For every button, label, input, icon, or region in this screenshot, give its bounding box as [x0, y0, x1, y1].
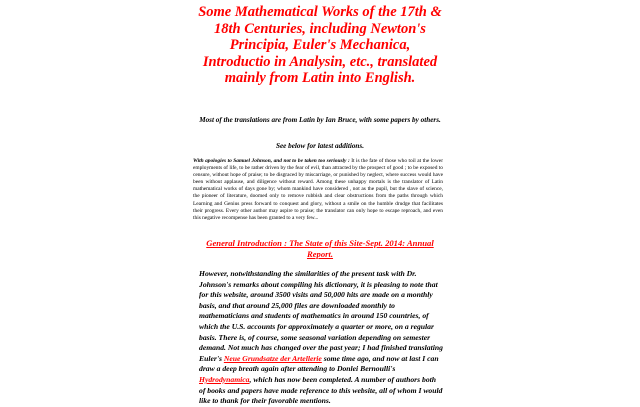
intro-text: Most of the translations are from Latin by Ian Bruce, with some papers by others. [199, 116, 441, 124]
general-introduction-link[interactable]: General Introduction : The State of this Site-Sept. 2014: Annual Report. [206, 238, 434, 259]
hydrodynamica-link[interactable]: Hydrodynamica [199, 374, 250, 384]
annual-report-paragraph [199, 269, 443, 407]
paragraph-text-part-1: However, notwithstanding the similarities of the present task with Dr. Johnson's remarks about compiling his dictionary, it is pleasing to note that for this website, around 3500 visits and 50,000 hits are made on a monthly basis, and that around 25,000 files are downloaded monthly to mathematicians and students of mathematics in around 150 countries, of which the U.S. accounts for approximately a quarter or more, on a regular basis. There is, of course, some seasonal variation depending on semester demand. Not much has changed over the past year; I had finished translating Euler's [199, 269, 443, 363]
apology-paragraph [193, 158, 443, 222]
apology-text: It is the fate of those who toil at the lower employments of life, to be rather driven by the fear of evil, than attracted by the prospect of good ; to be exposed to censure, without hope of praise; to be disgraced by miscarriage, or punished by neglect, where success would have been without applause, and diligence without reward. Among these unhappy mortals is the translator of Latin mathematical works of days gone by; whom mankind have considered , not as the pupil, but the slave of science, the pioneer of literature, doomed only to remove rubbish and clear obstructions from the paths through which Learning and Genius press forward to conquest and glory, without a smile on the humble drudge that facilitates their progress. Every other author may aspire to praise; the translator can only hope to escape reproach, and even this negative recompense has been granted to a very few... [193, 158, 443, 221]
apology-lead: With apologies to Samuel Johnson, and not to be taken too seriously : [193, 158, 350, 164]
page-title: Some Mathematical Works of the 17th & 18th Centuries, including Newton's Principia, Euler's Mechanica, Introductio in Analysin, etc., translated mainly from Latin into English. [198, 4, 442, 86]
neue-grundsatze-link[interactable]: Neue Grundsatze der Artellerie [223, 353, 322, 363]
paragraph-text-part-3: , which has now been completed. A number of authors both of books and papers have made reference to this website, all of whom I would like to thank for their favorable mentions. [199, 374, 443, 406]
latest-additions-note: See below for latest additions. [275, 142, 365, 150]
paragraph-text-part-2: some time ago, and now at last I can draw a deep breath again after attending to Donlei Bernoulli's [199, 353, 439, 374]
